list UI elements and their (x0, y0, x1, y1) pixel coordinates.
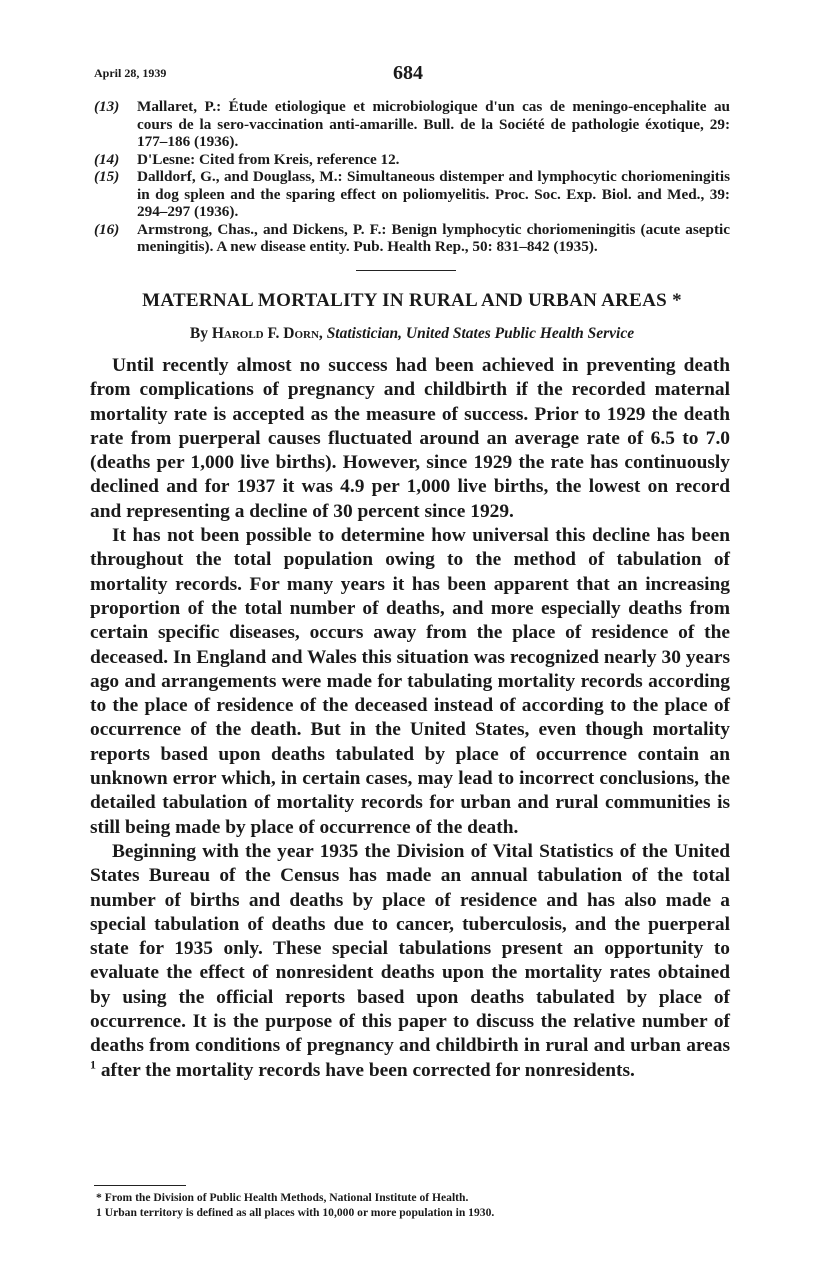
issue-date: April 28, 1939 (94, 66, 167, 80)
reference-item (94, 98, 730, 151)
reference-number: (13) (94, 98, 120, 115)
section-divider (356, 270, 456, 271)
author-name: Harold F. Dorn, (211, 325, 323, 342)
reference-number: (16) (94, 220, 120, 238)
body-paragraph: It has not been possible to determine how universal this decline has been throughout the total population owing to the method of tabulation of mortality records. For many years it has been apparent that an increasing proportion of the total number of deaths, and more especially deaths from certain specific diseases, occurs away from the place of residence of the deceased. In England and Wales this situation was recognized nearly 30 years ago and arrangements were made for tabulating mortality records according to the place of residence of the deceased instead of according to the place of occurrence of the death. But in the United States, even though mortality reports based upon deaths tabulated by place of occurrence contain an unknown error which, in certain cases, may lead to incorrect conclusions, the detailed tabulation of mortality records for urban and rural communities is still being made by place of occurrence of the death. (90, 525, 730, 838)
byline-prefix: By (189, 325, 208, 342)
reference-text: Armstrong, Chas., and Dickens, P. F.: Benign lymphocytic choriomeningitis (acute aseptic meningitis). A new disease entity. Pub. Health Rep., 50: 831–842 (1935). (137, 220, 730, 255)
running-header (94, 62, 722, 86)
footnote: * From the Division of Public Health Methods, National Institute of Health. (96, 1191, 469, 1204)
body-paragraph (90, 840, 730, 1083)
author-affiliation: Statistician, United States Public Health Service (326, 325, 635, 342)
body-paragraph: Until recently almost no success had been achieved in preventing death from complications of pregnancy and childbirth if the recorded maternal mortality rate is accepted as the measure of success. Prior to 1929 the death rate from puerperal causes fluctuated around an average rate of 6.5 to 7.0 (deaths per 1,000 live births). However, since 1929 the rate has continuously declined and for 1937 it was 4.9 per 1,000 live births, the lowest on record and representing a decline of 30 percent since 1929. (90, 355, 730, 522)
footnote-divider (94, 1185, 186, 1186)
paragraph-text: after the mortality records have been corrected for nonresidents. (96, 1059, 635, 1081)
reference-text: Dalldorf, G., and Douglass, M.: Simultaneous distemper and lymphocytic choriomeningitis in dog spleen and the sparing effect on poliomyelitis. Proc. Soc. Exp. Biol. and Med., 39: 294–297 (1936). (137, 168, 730, 220)
reference-text: Mallaret, P.: Étude etiologique et microbiologique d'un cas de meningo-encephalite au cours de la sero-vaccination anti-amarille. Bull. de la Société de pathologie éxotique, 29: 177–186 (1936). (137, 98, 730, 150)
reference-number: (15) (94, 168, 120, 185)
reference-text: D'Lesne: Cited from Kreis, reference 12. (137, 150, 400, 168)
paragraph-text: Beginning with the year 1935 the Division of Vital Statistics of the United States Bureau of the Census has made an annual tabulation of the total number of births and deaths by place of residence and has also made a special tabulation of deaths due to cancer, tuberculosis, and the puerperal state for 1935 only. These special tabulations present an opportunity to evaluate the effect of nonresident deaths upon the mortality rates obtained by using the official reports based upon deaths tabulated by place of occurrence. It is the purpose of this paper to discuss the relative number of deaths from conditions of pregnancy and childbirth in rural and urban areas (90, 840, 730, 1057)
footnote: 1 Urban territory is defined as all places with 10,000 or more population in 1930. (96, 1206, 495, 1219)
article-body (90, 354, 730, 1083)
reference-number: (14) (94, 150, 120, 168)
reference-item (94, 221, 730, 256)
article-byline (94, 325, 730, 343)
reference-list (94, 98, 730, 256)
page-number: 684 (393, 62, 423, 84)
footnotes (96, 1190, 730, 1220)
reference-item (94, 168, 730, 221)
reference-item (94, 151, 730, 169)
footnote-marker: 1 (90, 1057, 96, 1072)
article-title: MATERNAL MORTALITY IN RURAL AND URBAN AREAS * (142, 290, 682, 311)
